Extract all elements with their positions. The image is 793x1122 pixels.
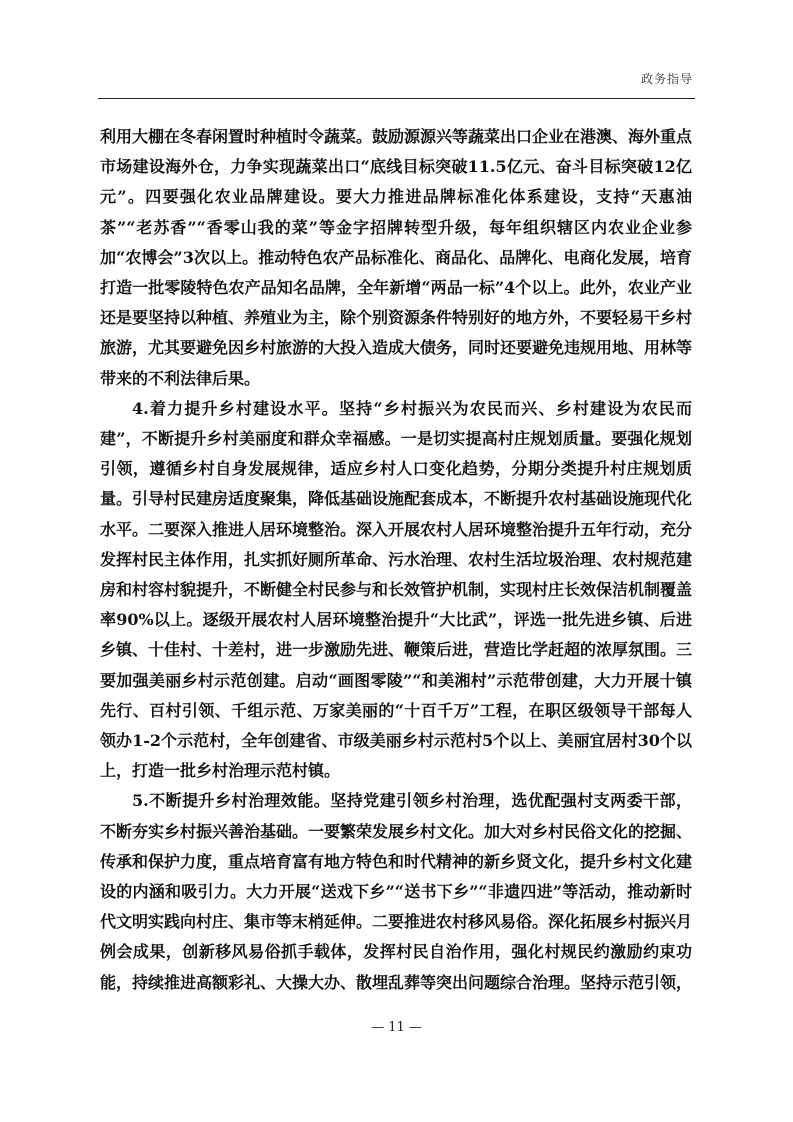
paragraph-rural-governance: 5.不断提升乡村治理效能。坚持党建引领乡村治理，选优配强村支两委干部，不断夯实乡村振兴善治基础。一要繁荣发展乡村文化。加大对乡村民俗文化的挖掘、传承和保护力度，重点培育富有地方特色和时代精神的新乡贤文化，提升乡村文化建设的内涵和吸引力。大力开展“送戏下乡”“送书下乡”“非遗四进”等活动，推动新时代文明实践向村庄、集市等末梢延伸。二要推进农村移风易俗。深化拓展乡村振兴月例会成果，创新移风易俗抓手载体，发挥村民自治作用，强化村规民约激励约束功能，持续推进高额彩礼、大操大办、散埋乱葬等突出问题综合治理。坚持示范引领， bbox=[100, 791, 693, 992]
document-body bbox=[100, 122, 692, 998]
header-divider bbox=[98, 98, 695, 99]
paragraph-continued: 利用大棚在冬春闲置时种植时令蔬菜。鼓励源源兴等蔬菜出口企业在港澳、海外重点市场建设海外仓，力争实现蔬菜出口“底线目标突破11.5亿元、奋斗目标突破12亿元”。四要强化农业品牌建设。要大力推进品牌标准化体系建设，支持“天惠油茶”“老苏香”“香零山我的菜”等金字招牌转型升级，每年组织辖区内农业企业参加“农博会”3次以上。推动特色农产品标准化、商品化、品牌化、电商化发展，培育打造一批零陵特色农产品知名品牌，全年新增“两品一标”4个以上。此外，农业产业还是要坚持以种植、养殖业为主，除个别资源条件特别好的地方外，不要轻易干乡村旅游，尤其要避免因乡村旅游的大投入造成大债务，同时还要避免违规用地、用林等带来的不利法律后果。 bbox=[100, 127, 693, 388]
paragraph-rural-construction: 4.着力提升乡村建设水平。坚持“乡村振兴为农民而兴、乡村建设为农民而建”，不断提升乡村美丽度和群众幸福感。一是切实提高村庄规划质量。要强化规划引领，遵循乡村自身发展规律，适应乡村人口变化趋势，分期分类提升村庄规划质量。引导村民建房适度聚集，降低基础设施配套成本，不断提升农村基础设施现代化水平。二要深入推进人居环境整治。深入开展农村人居环境整治提升五年行动，充分发挥村民主体作用，扎实抓好厕所革命、污水治理、农村生活垃圾治理、农村规范建房和村容村貌提升，不断健全村民参与和长效管护机制，实现村庄长效保洁机制覆盖率90%以上。逐级开展农村人居环境整治提升“大比武”，评选一批先进乡镇、后进乡镇、十佳村、十差村，进一步激励先进、鞭策后进，营造比学赶超的浓厚氛围。三要加强美丽乡村示范创建。启动“画图零陵”“和美湘村”示范带创建，大力开展十镇先行、百村引领、千组示范、万家美丽的“十百千万”工程，在职区级领导干部每人领办1-2个示范村，全年创建省、市级美丽乡村示范村5个以上、美丽宜居村30个以上，打造一批乡村治理示范村镇。 bbox=[100, 398, 693, 781]
section-label: 政务指导 bbox=[640, 72, 693, 86]
page-number: — 11 — bbox=[371, 1020, 422, 1035]
